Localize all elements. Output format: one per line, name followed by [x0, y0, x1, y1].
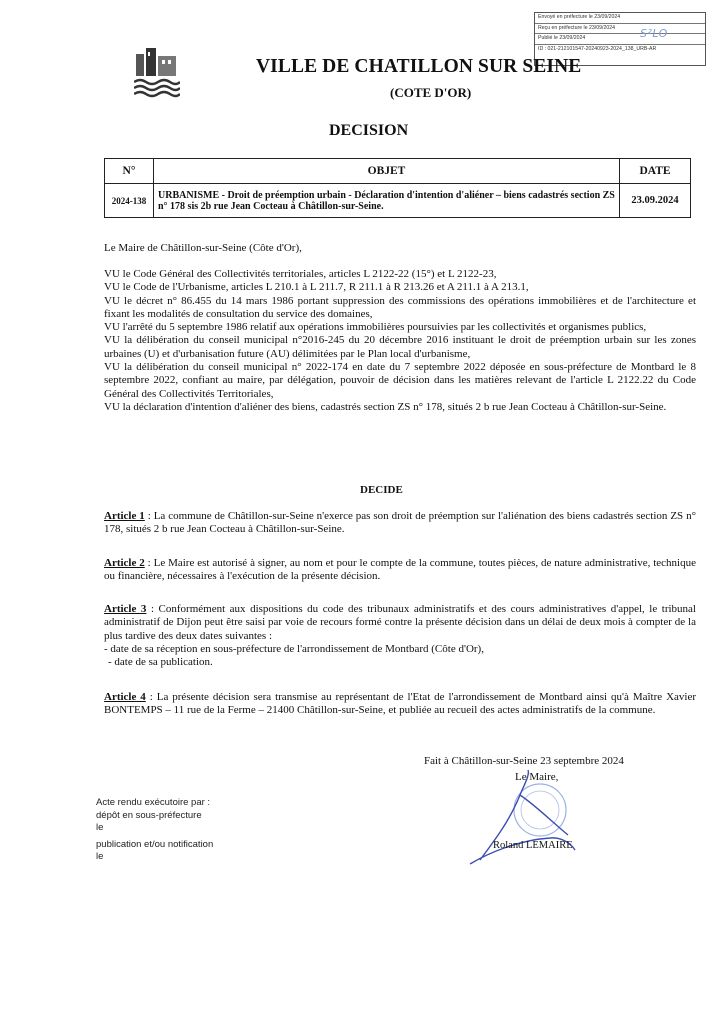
executoire-line: Acte rendu exécutoire par :	[96, 797, 211, 808]
article-2	[104, 557, 696, 584]
decision-table	[104, 158, 691, 218]
table-row	[105, 184, 691, 218]
executoire-line: publication et/ou notification	[96, 838, 214, 850]
decide-heading: DECIDE	[360, 484, 403, 496]
executoire-line: dépôt en sous-préfecture	[96, 809, 202, 821]
executoire-line: le	[96, 851, 104, 862]
article-label: Article 3	[104, 603, 147, 615]
stamp-signature: S²LO	[640, 27, 668, 40]
page-title: VILLE DE CHATILLON SUR SEINE	[256, 56, 582, 77]
signer-name: Roland LEMAIRE	[493, 840, 573, 851]
vu-item: VU la délibération du conseil municipal n°2016-245 du 20 décembre 2016 instituant le droit de préemption urbain sur les zones urbaines (U) et d'urbanisation future (AU) délimitées par le Plan local d'urbanisme,	[104, 334, 696, 360]
article-text: : Conformément aux dispositions du code des tribunaux administratifs et des cours administratives d'appel, le tribunal administratif de Dijon peut être saisi par voie de recours formé contre la présente décision dans un délai de deux mois à compter de la plus tardive des deux dates suivantes :	[104, 603, 696, 642]
vu-item: VU la déclaration d'intention d'aliéner des biens, cadastrés section ZS n° 178, situés 2 b rue Jean Cocteau à Châtillon-sur-Seine.	[104, 400, 667, 413]
vu-item: VU le décret n° 86.455 du 14 mars 1986 portant suppression des commissions des opérations immobilières et de l'architecture et fixant les modalités de consultation du service des domaines,	[104, 294, 696, 320]
decision-date: 23.09.2024	[620, 184, 691, 218]
stamp-published: Publié le 23/09/2024	[535, 34, 705, 45]
stamp-received: Reçu en préfecture le 23/09/2024	[535, 24, 705, 35]
article-text: : La commune de Châtillon-sur-Seine n'exerce pas son droit de préemption sur l'aliénation des biens cadastrés section ZS n° 178, situés 2 b rue Jean Cocteau à Châtillon-sur-Seine.	[104, 510, 696, 536]
article-4	[104, 691, 696, 718]
vu-item: VU la délibération du conseil municipal n° 2022-174 en date du 7 septembre 2022 déposée en sous-préfecture de Montbard le 8 septembre 2022, confiant au maire, par délégation, pouvoir de décision dans les matières relevant de l'article L 2122.22 du Code Général des Collectivités Territoriales,	[104, 361, 696, 400]
col-objet-header: OBJET	[154, 159, 620, 184]
executoire-line: le	[96, 822, 104, 833]
vu-item: VU l'arrêté du 5 septembre 1986 relatif aux opérations immobilières poursuivies par les collectivités et organismes publics,	[104, 321, 647, 334]
article-label: Article 1	[104, 510, 145, 522]
col-number-header: N°	[105, 159, 154, 184]
document-type: DECISION	[329, 122, 409, 139]
article-label: Article 2	[104, 557, 145, 569]
vu-item: VU le Code de l'Urbanisme, articles L 210.1 à L 211.7, R 211.1 à R 213.26 et A 211.1 à A 213.1,	[104, 281, 529, 294]
intro: Le Maire de Châtillon-sur-Seine (Côte d'Or),	[104, 242, 302, 254]
article-3	[104, 603, 696, 669]
list-item: - date de sa réception en sous-préfecture de l'arrondissement de Montbard (Côte d'Or),	[104, 642, 484, 655]
list-item: - date de sa publication.	[108, 656, 213, 669]
stamp-sent: Envoyé en préfecture le 23/09/2024	[535, 13, 705, 24]
col-date-header: DATE	[620, 159, 691, 184]
vu-list	[104, 268, 696, 414]
page-subtitle: (COTE D'OR)	[390, 85, 472, 100]
table-header-row	[105, 159, 691, 184]
town-logo	[134, 46, 180, 98]
signer-role: Le Maire,	[515, 771, 559, 783]
decision-number: 2024-138	[105, 184, 154, 218]
vu-item: VU le Code Général des Collectivités territoriales, articles L 2122-22 (15°) et L 2122-23,	[104, 268, 497, 280]
article-text: : La présente décision sera transmise au représentant de l'Etat de l'arrondissement de Montbard ainsi qu'à Maître Xavier BONTEMPS – 11 rue de la Ferme – 21400 Châtillon-sur-Seine, et publiée au recueil des actes administratifs de la commune.	[104, 691, 696, 717]
article-label: Article 4	[104, 691, 146, 703]
decision-objet: URBANISME - Droit de préemption urbain - Déclaration d'intention d'aliéner – biens cadastrés section ZS n° 178 sis 2b rue Jean Cocteau à Châtillon-sur-Seine.	[154, 184, 620, 218]
article-text: : Le Maire est autorisé à signer, au nom et pour le compte de la commune, toutes pièces, de nature administrative, technique ou financière, nécessaires à l'exécution de la présente décision.	[104, 557, 696, 583]
article-1	[104, 510, 696, 537]
place-date: Fait à Châtillon-sur-Seine 23 septembre 2024	[424, 755, 624, 767]
stamp-id: ID : 021-212101547-20240923-2024_138_URB-AR	[538, 45, 657, 52]
executoire-block	[96, 797, 213, 864]
